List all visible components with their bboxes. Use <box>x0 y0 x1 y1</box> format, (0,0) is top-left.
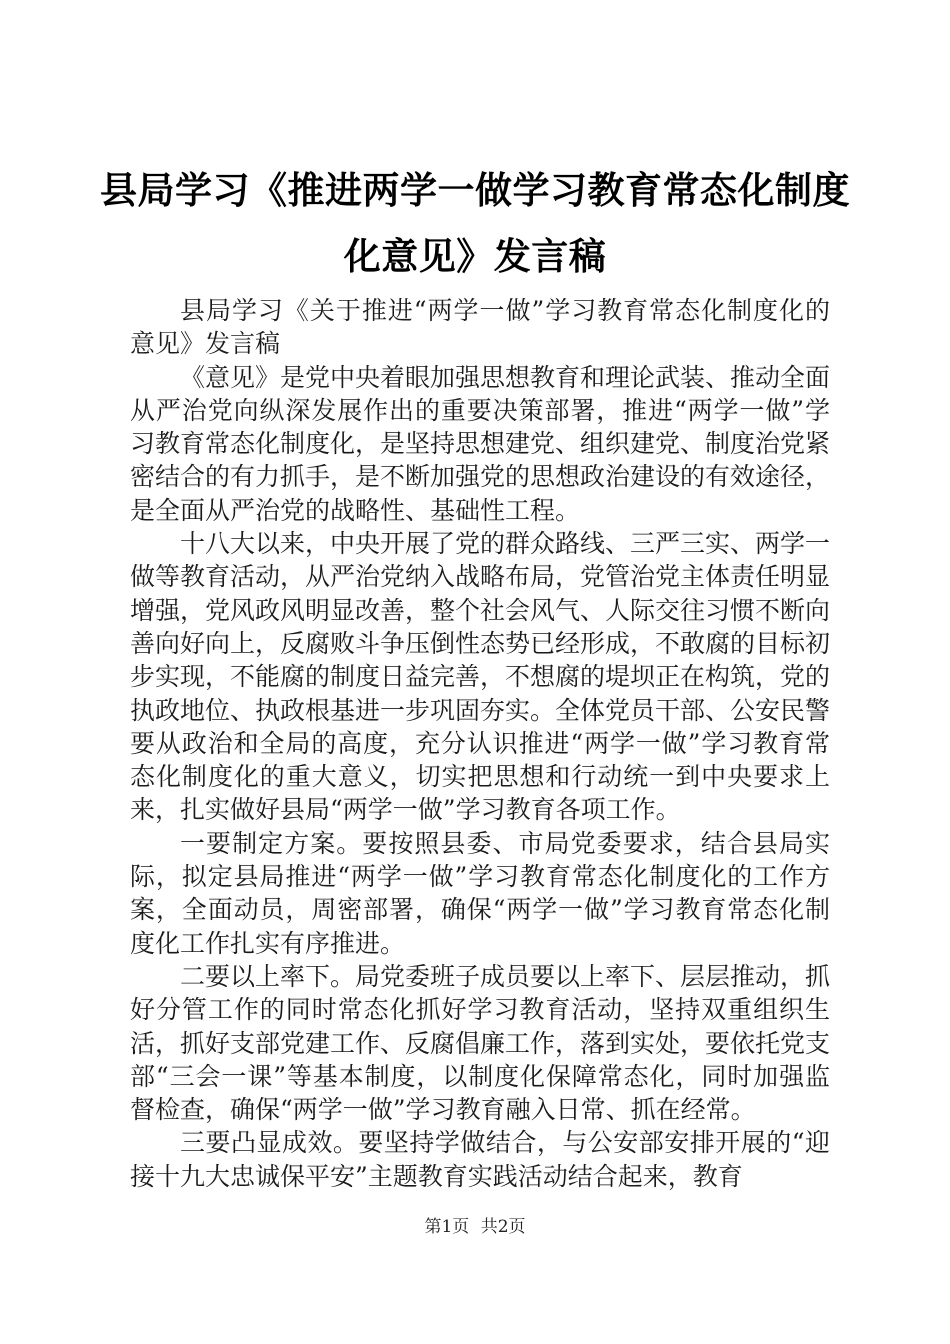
title-line-1: 县局学习《推进两学一做学习教育常态化制度 <box>100 169 850 212</box>
paragraph-background: 十八大以来，中央开展了党的群众路线、三严三实、两学一做等教育活动，从严治党纳入战略布局，党管治党主体责任明显增强，党风政风明显改善，整个社会风气、人际交往习惯不断向善向好向上，反腐败斗争压倒性态势已经形成，不敢腐的目标初步实现，不能腐的制度日益完善，不想腐的堤坝正在构筑，党的执政地位、执政根基进一步巩固夯实。全体党员干部、公安民警要从政治和全局的高度，充分认识推进“两学一做”学习教育常态化制度化的重大意义，切实把思想和行动统一到中央要求上来，扎实做好县局“两学一做”学习教育各项工作。 <box>130 529 831 825</box>
document-body <box>130 294 830 1193</box>
paragraph-intro: 《意见》是党中央着眼加强思想教育和理论武装、推动全面从严治党向纵深发展作出的重要决策部署，推进“两学一做”学习教育常态化制度化，是坚持思想建党、组织建党、制度治党紧密结合的有力抓手，是不断加强党的思想政治建设的有效途径，是全面从严治党的战略性、基础性工程。 <box>130 362 831 525</box>
paragraph-point-3: 三要凸显成效。要坚持学做结合，与公安部安排开展的“迎接十九大忠诚保平安”主题教育实践活动结合起来，教育 <box>130 1128 830 1191</box>
page-total: 共2页 <box>480 1217 526 1237</box>
paragraph-point-2: 二要以上率下。局党委班子成员要以上率下、层层推动，抓好分管工作的同时常态化抓好学习教育活动，坚持双重组织生活，抓好支部党建工作、反腐倡廉工作，落到实处，要依托党支部“三会一课”等基本制度，以制度化保障常态化，同时加强监督检查，确保“两学一做”学习教育融入日常、抓在经常。 <box>130 961 831 1125</box>
paragraph-point-1: 一要制定方案。要按照县委、市局党委要求，结合县局实际，拟定县局推进“两学一做”学习教育常态化制度化的工作方案，全面动员，周密部署，确保“两学一做”学习教育常态化制度化工作扎实有序推进。 <box>130 828 830 958</box>
page-footer <box>0 1212 950 1237</box>
page-number: 第1页 <box>424 1217 470 1237</box>
title-line-2: 化意见》发言稿 <box>343 235 607 278</box>
paragraph-subtitle: 县局学习《关于推进“两学一做”学习教育常态化制度化的意见》发言稿 <box>130 296 830 359</box>
document-title <box>100 158 850 290</box>
